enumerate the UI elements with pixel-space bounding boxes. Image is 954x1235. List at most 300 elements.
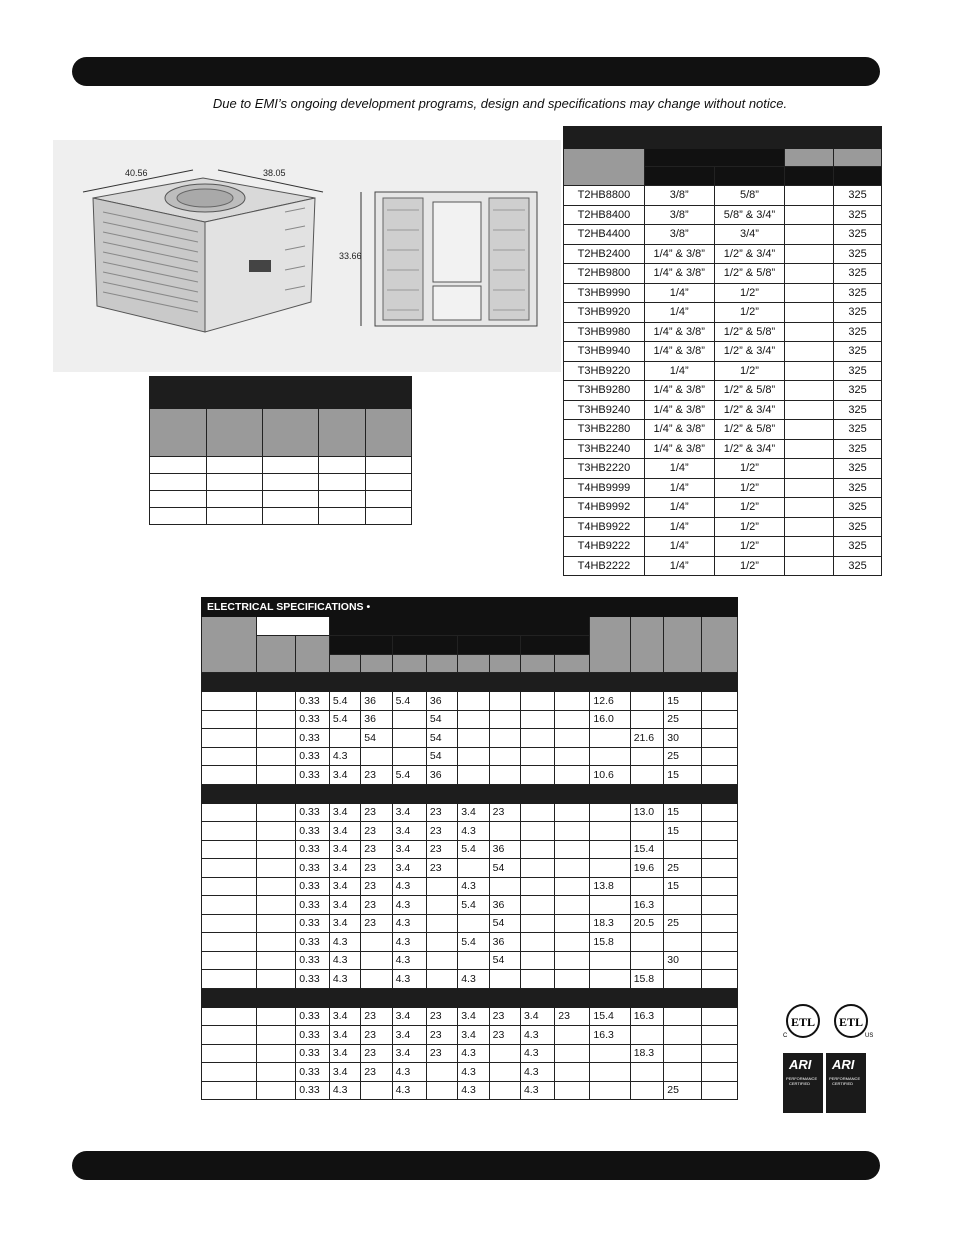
refrigerant-liquid-cell: 1/4” bbox=[644, 283, 714, 303]
electrical-cell bbox=[702, 822, 738, 841]
electrical-cell bbox=[256, 710, 295, 729]
refrigerant-model-cell: T4HB2222 bbox=[564, 556, 645, 576]
electrical-cell bbox=[520, 766, 554, 785]
etl-logo-left bbox=[783, 1005, 819, 1039]
electrical-cell bbox=[458, 729, 489, 748]
header-cell bbox=[664, 617, 702, 673]
refrigerant-table bbox=[563, 126, 882, 576]
electrical-cell bbox=[590, 859, 630, 878]
refrigerant-value-cell: 325 bbox=[834, 381, 882, 401]
electrical-cell: 3.4 bbox=[392, 840, 426, 859]
electrical-cell: 36 bbox=[426, 692, 457, 711]
header-cell bbox=[150, 409, 207, 457]
electrical-cell: 12.6 bbox=[590, 692, 630, 711]
electrical-cell: 0.33 bbox=[296, 710, 330, 729]
refrigerant-blank-cell bbox=[785, 420, 834, 440]
refrigerant-model-cell: T3HB9940 bbox=[564, 342, 645, 362]
refrigerant-model-cell: T3HB9220 bbox=[564, 361, 645, 381]
electrical-row bbox=[202, 933, 738, 952]
electrical-cell: 54 bbox=[489, 859, 520, 878]
electrical-cell bbox=[202, 710, 257, 729]
electrical-cell bbox=[426, 914, 457, 933]
electrical-cell: 0.33 bbox=[296, 1026, 330, 1045]
electrical-cell: 23 bbox=[489, 1026, 520, 1045]
electrical-cell bbox=[555, 747, 590, 766]
electrical-cell: 5.4 bbox=[458, 840, 489, 859]
electrical-cell: 0.33 bbox=[296, 1044, 330, 1063]
electrical-cell bbox=[702, 692, 738, 711]
refrigerant-liquid-cell: 3/8” bbox=[644, 225, 714, 245]
electrical-cell: 13.8 bbox=[590, 877, 630, 896]
refrigerant-suction-cell: 1/2” bbox=[714, 283, 785, 303]
electrical-cell: 3.4 bbox=[329, 1026, 360, 1045]
refrigerant-liquid-cell: 1/4” & 3/8” bbox=[644, 381, 714, 401]
refrigerant-row bbox=[564, 400, 882, 420]
electrical-cell: 30 bbox=[664, 729, 702, 748]
refrigerant-model-cell: T4HB9992 bbox=[564, 498, 645, 518]
refrigerant-suction-cell: 1/2” & 3/4” bbox=[714, 244, 785, 264]
electrical-cell: 19.6 bbox=[630, 859, 664, 878]
electrical-cell bbox=[458, 692, 489, 711]
refrigerant-liquid-cell: 1/4” bbox=[644, 459, 714, 479]
refrigerant-row bbox=[564, 283, 882, 303]
refrigerant-row bbox=[564, 537, 882, 557]
electrical-cell: 4.3 bbox=[392, 877, 426, 896]
refrigerant-blank-cell bbox=[785, 498, 834, 518]
refrigerant-value-cell: 325 bbox=[834, 283, 882, 303]
refrigerant-row bbox=[564, 322, 882, 342]
electrical-cell: 15.4 bbox=[630, 840, 664, 859]
electrical-cell bbox=[590, 1063, 630, 1082]
bottom-banner bbox=[72, 1151, 880, 1180]
electrical-cell: 10.6 bbox=[590, 766, 630, 785]
electrical-cell bbox=[489, 877, 520, 896]
electrical-cell: 4.3 bbox=[392, 970, 426, 989]
electrical-cell: 3.4 bbox=[458, 1026, 489, 1045]
refrigerant-model-cell: T3HB2220 bbox=[564, 459, 645, 479]
electrical-cell: 0.33 bbox=[296, 896, 330, 915]
electrical-cell bbox=[256, 877, 295, 896]
electrical-title: ELECTRICAL SPECIFICATIONS • bbox=[202, 598, 738, 617]
electrical-cell bbox=[555, 729, 590, 748]
refrigerant-value-cell: 325 bbox=[834, 361, 882, 381]
refrigerant-suction-cell: 1/2” bbox=[714, 498, 785, 518]
header-cell bbox=[329, 654, 360, 673]
refrigerant-blank-cell bbox=[785, 322, 834, 342]
electrical-cell bbox=[202, 822, 257, 841]
refrigerant-value-cell: 325 bbox=[834, 400, 882, 420]
electrical-cell bbox=[202, 1044, 257, 1063]
electrical-cell: 36 bbox=[489, 896, 520, 915]
electrical-row bbox=[202, 970, 738, 989]
electrical-cell bbox=[630, 1063, 664, 1082]
refrigerant-row bbox=[564, 205, 882, 225]
electrical-cell bbox=[426, 951, 457, 970]
electrical-cell: 3.4 bbox=[329, 822, 360, 841]
electrical-cell bbox=[555, 914, 590, 933]
electrical-cell bbox=[590, 840, 630, 859]
refrigerant-model-cell: T3HB9990 bbox=[564, 283, 645, 303]
refrigerant-model-cell: T3HB2240 bbox=[564, 439, 645, 459]
electrical-cell bbox=[590, 1081, 630, 1100]
electrical-row bbox=[202, 951, 738, 970]
svg-text:C: C bbox=[783, 1033, 788, 1039]
electrical-cell: 15 bbox=[664, 692, 702, 711]
svg-text:CERTIFIED: CERTIFIED bbox=[789, 1081, 811, 1086]
electrical-cell bbox=[458, 859, 489, 878]
electrical-cell: 3.4 bbox=[329, 877, 360, 896]
electrical-cell bbox=[256, 1081, 295, 1100]
electrical-cell bbox=[458, 766, 489, 785]
electrical-cell bbox=[664, 1007, 702, 1026]
ari-logo-left bbox=[783, 1053, 823, 1113]
electrical-row bbox=[202, 1026, 738, 1045]
electrical-cell bbox=[702, 710, 738, 729]
electrical-cell: 54 bbox=[489, 951, 520, 970]
electrical-cell: 4.3 bbox=[458, 822, 489, 841]
electrical-cell bbox=[630, 710, 664, 729]
electrical-cell bbox=[555, 710, 590, 729]
header-cell bbox=[630, 617, 664, 673]
electrical-cell: 36 bbox=[489, 840, 520, 859]
electrical-row bbox=[202, 859, 738, 878]
electrical-cell bbox=[590, 970, 630, 989]
refrigerant-blank-cell bbox=[785, 303, 834, 323]
electrical-cell: 3.4 bbox=[520, 1007, 554, 1026]
refrigerant-model-cell: T2HB8400 bbox=[564, 205, 645, 225]
electrical-cell: 13.0 bbox=[630, 803, 664, 822]
refrigerant-model-cell: T4HB9922 bbox=[564, 517, 645, 537]
electrical-cell bbox=[702, 970, 738, 989]
electrical-cell bbox=[555, 1063, 590, 1082]
electrical-cell bbox=[489, 970, 520, 989]
etl-logo-right bbox=[835, 1005, 873, 1039]
electrical-cell: 5.4 bbox=[329, 692, 360, 711]
refrigerant-row bbox=[564, 361, 882, 381]
electrical-cell: 3.4 bbox=[329, 766, 360, 785]
electrical-cell: 23 bbox=[361, 822, 392, 841]
refrigerant-value-cell: 325 bbox=[834, 556, 882, 576]
electrical-cell bbox=[702, 1063, 738, 1082]
header-cell bbox=[392, 635, 458, 654]
ari-logo-right bbox=[826, 1053, 866, 1113]
header-cell bbox=[489, 654, 520, 673]
electrical-cell: 54 bbox=[426, 729, 457, 748]
svg-text:PERFORMANCE: PERFORMANCE bbox=[829, 1076, 861, 1081]
electrical-cell bbox=[458, 914, 489, 933]
header-cell bbox=[329, 635, 392, 654]
refrigerant-blank-cell bbox=[785, 361, 834, 381]
electrical-cell bbox=[630, 877, 664, 896]
electrical-cell bbox=[590, 822, 630, 841]
electrical-cell bbox=[702, 896, 738, 915]
electrical-cell bbox=[256, 766, 295, 785]
header-cell bbox=[262, 409, 318, 457]
refrigerant-table-title bbox=[564, 127, 882, 149]
electrical-cell: 4.3 bbox=[458, 970, 489, 989]
refrigerant-model-cell: T3HB9240 bbox=[564, 400, 645, 420]
electrical-cell: 23 bbox=[426, 1044, 457, 1063]
refrigerant-model-cell: T4HB9222 bbox=[564, 537, 645, 557]
svg-text:ARI: ARI bbox=[789, 1057, 812, 1072]
electrical-cell bbox=[702, 1044, 738, 1063]
refrigerant-blank-cell bbox=[785, 342, 834, 362]
refrigerant-blank-cell bbox=[785, 400, 834, 420]
refrigerant-blank-cell bbox=[785, 517, 834, 537]
electrical-cell: 3.4 bbox=[392, 1026, 426, 1045]
electrical-cell: 23 bbox=[361, 1007, 392, 1026]
dimension-width: 40.56 bbox=[125, 168, 148, 178]
electrical-cell bbox=[630, 822, 664, 841]
refrigerant-liquid-cell: 1/4” bbox=[644, 498, 714, 518]
electrical-cell: 23 bbox=[426, 1007, 457, 1026]
electrical-cell bbox=[630, 951, 664, 970]
electrical-cell: 25 bbox=[664, 1081, 702, 1100]
refrigerant-suction-cell: 1/2” & 5/8” bbox=[714, 381, 785, 401]
refrigerant-row bbox=[564, 186, 882, 206]
electrical-cell bbox=[202, 1007, 257, 1026]
refrigerant-value-cell: 325 bbox=[834, 459, 882, 479]
header-cell bbox=[702, 617, 738, 673]
electrical-cell bbox=[489, 1044, 520, 1063]
electrical-cell: 30 bbox=[664, 951, 702, 970]
electrical-cell: 54 bbox=[361, 729, 392, 748]
electrical-cell: 16.0 bbox=[590, 710, 630, 729]
electrical-cell: 4.3 bbox=[392, 1063, 426, 1082]
electrical-cell: 23 bbox=[426, 840, 457, 859]
electrical-cell bbox=[702, 803, 738, 822]
electrical-cell bbox=[202, 803, 257, 822]
electrical-cell: 4.3 bbox=[392, 896, 426, 915]
electrical-cell bbox=[555, 803, 590, 822]
electrical-cell: 3.4 bbox=[329, 1044, 360, 1063]
electrical-cell: 20.5 bbox=[630, 914, 664, 933]
electrical-cell: 15.4 bbox=[590, 1007, 630, 1026]
electrical-row bbox=[202, 1044, 738, 1063]
electrical-cell: 4.3 bbox=[329, 747, 360, 766]
refrigerant-row bbox=[564, 264, 882, 284]
electrical-cell bbox=[392, 729, 426, 748]
unit-drawing-svg bbox=[53, 140, 561, 372]
electrical-cell: 4.3 bbox=[329, 933, 360, 952]
electrical-cell bbox=[256, 1007, 295, 1026]
electrical-cell bbox=[426, 1081, 457, 1100]
electrical-cell: 0.33 bbox=[296, 766, 330, 785]
electrical-cell: 5.4 bbox=[392, 766, 426, 785]
electrical-cell bbox=[361, 970, 392, 989]
electrical-cell bbox=[256, 822, 295, 841]
svg-text:US: US bbox=[865, 1033, 873, 1039]
electrical-cell: 15 bbox=[664, 822, 702, 841]
electrical-cell: 23 bbox=[361, 1044, 392, 1063]
refrigerant-suction-cell: 1/2” bbox=[714, 303, 785, 323]
refrigerant-row bbox=[564, 556, 882, 576]
header-cell bbox=[520, 635, 589, 654]
header-cell bbox=[555, 654, 590, 673]
electrical-cell: 23 bbox=[361, 766, 392, 785]
electrical-cell bbox=[256, 1063, 295, 1082]
electrical-cell bbox=[458, 951, 489, 970]
electrical-cell bbox=[520, 859, 554, 878]
electrical-cell: 3.4 bbox=[329, 840, 360, 859]
electrical-cell: 15 bbox=[664, 803, 702, 822]
refrigerant-model-cell: T3HB9980 bbox=[564, 322, 645, 342]
electrical-cell bbox=[555, 877, 590, 896]
refrigerant-liquid-cell: 1/4” & 3/8” bbox=[644, 322, 714, 342]
electrical-cell: 18.3 bbox=[630, 1044, 664, 1063]
electrical-cell bbox=[664, 1063, 702, 1082]
refrigerant-suction-cell: 1/2” & 5/8” bbox=[714, 322, 785, 342]
electrical-cell bbox=[489, 747, 520, 766]
electrical-row bbox=[202, 710, 738, 729]
electrical-cell bbox=[361, 747, 392, 766]
electrical-cell: 4.3 bbox=[458, 1063, 489, 1082]
electrical-cell bbox=[555, 822, 590, 841]
electrical-cell: 4.3 bbox=[458, 1081, 489, 1100]
refrigerant-row bbox=[564, 244, 882, 264]
electrical-cell: 5.4 bbox=[458, 933, 489, 952]
refrigerant-suction-cell: 1/2” & 3/4” bbox=[714, 342, 785, 362]
refrigerant-value-cell: 325 bbox=[834, 498, 882, 518]
electrical-cell: 4.3 bbox=[329, 1081, 360, 1100]
dimension-height: 33.66 bbox=[339, 251, 362, 261]
electrical-cell: 18.3 bbox=[590, 914, 630, 933]
refrigerant-blank-cell bbox=[785, 283, 834, 303]
electrical-cell bbox=[520, 692, 554, 711]
electrical-cell: 3.4 bbox=[392, 803, 426, 822]
electrical-cell bbox=[590, 747, 630, 766]
electrical-cell: 23 bbox=[361, 1063, 392, 1082]
refrigerant-value-cell: 325 bbox=[834, 244, 882, 264]
electrical-cell bbox=[256, 803, 295, 822]
electrical-cell: 23 bbox=[361, 840, 392, 859]
refrigerant-liquid-cell: 1/4” & 3/8” bbox=[644, 244, 714, 264]
refrigerant-liquid-cell: 1/4” bbox=[644, 556, 714, 576]
electrical-cell bbox=[426, 933, 457, 952]
electrical-cell: 3.4 bbox=[329, 914, 360, 933]
electrical-cell: 23 bbox=[489, 1007, 520, 1026]
electrical-cell bbox=[630, 933, 664, 952]
electrical-cell: 0.33 bbox=[296, 803, 330, 822]
electrical-cell bbox=[361, 933, 392, 952]
electrical-cell bbox=[426, 1063, 457, 1082]
header-cell bbox=[520, 654, 554, 673]
electrical-cell bbox=[555, 1026, 590, 1045]
electrical-cell: 25 bbox=[664, 859, 702, 878]
electrical-cell bbox=[630, 766, 664, 785]
electrical-cell bbox=[520, 914, 554, 933]
electrical-cell bbox=[555, 859, 590, 878]
header-cell bbox=[361, 654, 392, 673]
electrical-cell bbox=[664, 840, 702, 859]
header-cell bbox=[834, 167, 882, 186]
refrigerant-row bbox=[564, 342, 882, 362]
electrical-cell: 4.3 bbox=[392, 951, 426, 970]
electrical-cell: 25 bbox=[664, 747, 702, 766]
electrical-cell bbox=[256, 951, 295, 970]
refrigerant-liquid-cell: 1/4” bbox=[644, 303, 714, 323]
refrigerant-row bbox=[564, 517, 882, 537]
electrical-row bbox=[202, 822, 738, 841]
electrical-cell bbox=[702, 877, 738, 896]
header-cell bbox=[365, 409, 411, 457]
refrigerant-value-cell: 325 bbox=[834, 342, 882, 362]
electrical-cell: 25 bbox=[664, 914, 702, 933]
electrical-cell bbox=[256, 859, 295, 878]
electrical-cell bbox=[702, 1081, 738, 1100]
refrigerant-suction-cell: 1/2” bbox=[714, 517, 785, 537]
refrigerant-value-cell: 325 bbox=[834, 205, 882, 225]
header-cell bbox=[202, 617, 257, 673]
ari-logos bbox=[783, 1053, 867, 1115]
refrigerant-blank-cell bbox=[785, 225, 834, 245]
electrical-cell bbox=[361, 951, 392, 970]
electrical-cell bbox=[202, 951, 257, 970]
electrical-cell bbox=[664, 933, 702, 952]
electrical-cell bbox=[256, 1044, 295, 1063]
electrical-cell bbox=[520, 933, 554, 952]
etl-logos bbox=[783, 1003, 873, 1043]
header-cell bbox=[785, 149, 834, 167]
refrigerant-row bbox=[564, 381, 882, 401]
header-cell bbox=[296, 635, 330, 673]
refrigerant-liquid-cell: 3/8” bbox=[644, 205, 714, 225]
electrical-cell: 0.33 bbox=[296, 951, 330, 970]
header-cell bbox=[329, 617, 590, 636]
electrical-cell: 3.4 bbox=[392, 859, 426, 878]
refrigerant-suction-cell: 1/2” bbox=[714, 459, 785, 479]
electrical-cell bbox=[256, 914, 295, 933]
electrical-cell bbox=[702, 859, 738, 878]
refrigerant-blank-cell bbox=[785, 244, 834, 264]
refrigerant-liquid-cell: 1/4” bbox=[644, 537, 714, 557]
refrigerant-liquid-cell: 3/8” bbox=[644, 186, 714, 206]
electrical-cell bbox=[489, 1063, 520, 1082]
electrical-cell bbox=[256, 840, 295, 859]
refrigerant-suction-cell: 5/8” & 3/4” bbox=[714, 205, 785, 225]
refrigerant-model-cell: T3HB2280 bbox=[564, 420, 645, 440]
refrigerant-model-cell: T2HB2400 bbox=[564, 244, 645, 264]
electrical-cell: 23 bbox=[361, 1026, 392, 1045]
svg-text:ETL: ETL bbox=[839, 1015, 864, 1029]
electrical-cell bbox=[520, 710, 554, 729]
electrical-cell: 0.33 bbox=[296, 822, 330, 841]
electrical-cell bbox=[489, 729, 520, 748]
header-cell bbox=[458, 654, 489, 673]
dimension-depth: 38.05 bbox=[263, 168, 286, 178]
electrical-cell bbox=[202, 1063, 257, 1082]
electrical-row bbox=[202, 896, 738, 915]
electrical-cell: 25 bbox=[664, 710, 702, 729]
liquid-header bbox=[644, 167, 714, 186]
refrigerant-liquid-cell: 1/4” & 3/8” bbox=[644, 342, 714, 362]
electrical-cell bbox=[555, 840, 590, 859]
svg-text:PERFORMANCE: PERFORMANCE bbox=[786, 1076, 818, 1081]
electrical-row bbox=[202, 803, 738, 822]
electrical-cell bbox=[664, 970, 702, 989]
header-cell bbox=[318, 409, 365, 457]
electrical-cell bbox=[426, 877, 457, 896]
refrigerant-value-cell: 325 bbox=[834, 537, 882, 557]
electrical-cell: 15.8 bbox=[630, 970, 664, 989]
electrical-cell bbox=[256, 747, 295, 766]
refrigerant-blank-cell bbox=[785, 459, 834, 479]
electrical-cell bbox=[555, 896, 590, 915]
refrigerant-row bbox=[564, 420, 882, 440]
electrical-cell: 3.4 bbox=[392, 1044, 426, 1063]
electrical-cell bbox=[202, 933, 257, 952]
unit-drawing bbox=[53, 140, 561, 372]
